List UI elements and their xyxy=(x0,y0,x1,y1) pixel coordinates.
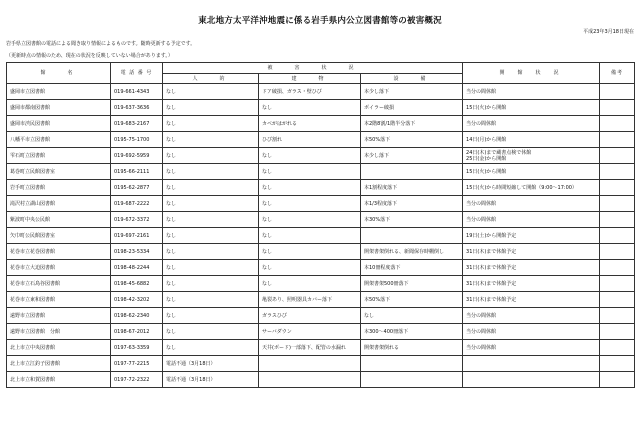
library-name: 花巻市立石鳥谷図書館 xyxy=(7,276,111,292)
human-damage: なし xyxy=(163,148,259,164)
opening-status: 当分の間休館 xyxy=(463,196,600,212)
phone-number: 0198-67-2012 xyxy=(111,324,163,340)
table-row xyxy=(7,132,635,148)
library-name: 遠野市立図書館 xyxy=(7,308,111,324)
building-damage: 亀裂あり、照明器具カバー落下 xyxy=(259,292,361,308)
library-name: 滝沢村立湖山図書館 xyxy=(7,196,111,212)
table-row xyxy=(7,164,635,180)
opening-status: 31日(木)まで休館予定 xyxy=(463,292,600,308)
library-name: 北上市立江釣子図書館 xyxy=(7,356,111,372)
table-row xyxy=(7,116,635,132)
phone-number: 019-683-2167 xyxy=(111,116,163,132)
phone-number: 019-692-5959 xyxy=(111,148,163,164)
equipment-damage xyxy=(361,164,463,180)
remarks xyxy=(600,228,635,244)
phone-number: 0197-77-2215 xyxy=(111,356,163,372)
human-damage: なし xyxy=(163,244,259,260)
library-name: 花巻市立花巻図書館 xyxy=(7,244,111,260)
remarks xyxy=(600,84,635,100)
equipment-damage: 開架書架倒れる xyxy=(361,340,463,356)
remarks xyxy=(600,148,635,164)
phone-number: 0197-63-3359 xyxy=(111,340,163,356)
library-name: 盛岡市渋民図書館 xyxy=(7,116,111,132)
phone-number: 0195-62-2877 xyxy=(111,180,163,196)
building-damage: カベがはがれる xyxy=(259,116,361,132)
building-damage: なし xyxy=(259,228,361,244)
phone-number: 019-672-3372 xyxy=(111,212,163,228)
library-name: 盛岡市立図書館 xyxy=(7,84,111,100)
opening-status: 当分の間休館 xyxy=(463,212,600,228)
opening-status: 当分の間休館 xyxy=(463,84,600,100)
header-building: 建 物 xyxy=(259,74,361,84)
table-row xyxy=(7,228,635,244)
equipment-damage: ボイラー破損 xyxy=(361,100,463,116)
library-name: 紫波町中央公民館 xyxy=(7,212,111,228)
equipment-damage: 開架書架倒れる、新聞保存時棚倒し xyxy=(361,244,463,260)
opening-status: 14日(月)から開館 xyxy=(463,132,600,148)
header-phone: 電 話 番 号 xyxy=(111,63,163,84)
page-title: 東北地方太平洋沖地震に係る岩手県内公立図書館等の被害概況 xyxy=(198,16,442,26)
human-damage: なし xyxy=(163,100,259,116)
remarks xyxy=(600,340,635,356)
remarks xyxy=(600,276,635,292)
remarks xyxy=(600,260,635,276)
human-damage: なし xyxy=(163,276,259,292)
human-damage: 電話不通（3月18日） xyxy=(163,356,259,372)
library-name: 盛岡市都南図書館 xyxy=(7,100,111,116)
library-name: 岩手町立図書館 xyxy=(7,180,111,196)
damage-table xyxy=(6,62,635,388)
equipment-damage: 本300～400冊落下 xyxy=(361,324,463,340)
table-row xyxy=(7,212,635,228)
opening-status: 24日(木)まで蔵書点検で休館 25日(金)から開館 xyxy=(463,148,600,164)
human-damage: なし xyxy=(163,260,259,276)
table-row xyxy=(7,100,635,116)
phone-number: 0198-48-2244 xyxy=(111,260,163,276)
opening-status xyxy=(463,372,600,388)
human-damage: なし xyxy=(163,308,259,324)
library-name: 葛巻町立民館図書室 xyxy=(7,164,111,180)
phone-number: 019-637-3636 xyxy=(111,100,163,116)
table-row xyxy=(7,148,635,164)
remarks xyxy=(600,244,635,260)
equipment-damage: 開架書架500冊落下 xyxy=(361,276,463,292)
remarks xyxy=(600,324,635,340)
table-row xyxy=(7,372,635,388)
human-damage: なし xyxy=(163,340,259,356)
phone-number: 0195-75-1700 xyxy=(111,132,163,148)
library-name: 北上市立和賀図書館 xyxy=(7,372,111,388)
header-remarks: 備考 xyxy=(600,63,635,84)
opening-status: 当分の間休館 xyxy=(463,116,600,132)
table-row xyxy=(7,244,635,260)
human-damage: なし xyxy=(163,228,259,244)
library-name: 八幡平市立図書館 xyxy=(7,132,111,148)
equipment-damage xyxy=(361,356,463,372)
equipment-damage: なし xyxy=(361,308,463,324)
building-damage: ひび割れ xyxy=(259,132,361,148)
remarks xyxy=(600,132,635,148)
opening-status: 15日(火)から開館 xyxy=(463,100,600,116)
phone-number: 0198-45-6882 xyxy=(111,276,163,292)
header-human: 人 的 xyxy=(163,74,259,84)
library-name: 遠野市立図書館 分館 xyxy=(7,324,111,340)
opening-status: 15日(火)から時間短縮して開館（9:00～17:00） xyxy=(463,180,600,196)
opening-status: 31日(木)まで休館予定 xyxy=(463,276,600,292)
phone-number: 0198-23-5334 xyxy=(111,244,163,260)
phone-number: 0198-42-3202 xyxy=(111,292,163,308)
opening-status: 19日(土)から開館予定 xyxy=(463,228,600,244)
remarks xyxy=(600,196,635,212)
phone-number: 019-687-2222 xyxy=(111,196,163,212)
human-damage: なし xyxy=(163,116,259,132)
remarks xyxy=(600,372,635,388)
equipment-damage: 本1/3程度落下 xyxy=(361,196,463,212)
phone-number: 019-697-2161 xyxy=(111,228,163,244)
header-damage: 被 害 状 況 xyxy=(163,63,463,74)
phone-number: 019-661-4343 xyxy=(111,84,163,100)
human-damage: なし xyxy=(163,324,259,340)
phone-number: 0198-62-2340 xyxy=(111,308,163,324)
table-row xyxy=(7,356,635,372)
equipment-damage: 本50%落下 xyxy=(361,132,463,148)
remarks xyxy=(600,356,635,372)
table-row xyxy=(7,340,635,356)
equipment-damage: 本30%落下 xyxy=(361,212,463,228)
note-source: 岩手県立図書館の電話による聞き取り情報によるものです。随時更新する予定です。 xyxy=(6,41,196,47)
building-damage: なし xyxy=(259,164,361,180)
equipment-damage: 本10冊程度落下 xyxy=(361,260,463,276)
phone-number: 0195-66-2111 xyxy=(111,164,163,180)
table-row xyxy=(7,308,635,324)
equipment-damage xyxy=(361,372,463,388)
as-of-date: 平成23年3月18日現在 xyxy=(583,29,634,35)
table-row xyxy=(7,84,635,100)
equipment-damage: 本少し落下 xyxy=(361,148,463,164)
table-row xyxy=(7,196,635,212)
remarks xyxy=(600,164,635,180)
table-row xyxy=(7,180,635,196)
table-row xyxy=(7,324,635,340)
human-damage: なし xyxy=(163,292,259,308)
library-name: 花巻市立大迫図書館 xyxy=(7,260,111,276)
header-equipment: 設 備 xyxy=(361,74,463,84)
header-status: 開 館 状 況 xyxy=(463,63,600,84)
opening-status xyxy=(463,356,600,372)
library-name: 矢巾町公民館図書室 xyxy=(7,228,111,244)
building-damage xyxy=(259,372,361,388)
human-damage: なし xyxy=(163,164,259,180)
building-damage xyxy=(259,356,361,372)
equipment-damage: 本1割程度落下 xyxy=(361,180,463,196)
equipment-damage: 本少し落下 xyxy=(361,84,463,100)
equipment-damage: 本50%落下 xyxy=(361,292,463,308)
building-damage: サーバダウン xyxy=(259,324,361,340)
remarks xyxy=(600,308,635,324)
note-disclaimer: （更新時点の情報のため、現在の状況を反映していない場合があります。） xyxy=(6,53,173,59)
building-damage: ドア破損、ガラス・壁ひび xyxy=(259,84,361,100)
equipment-damage: 本2階8割/1階半分落下 xyxy=(361,116,463,132)
library-name: 花巻市立東和図書館 xyxy=(7,292,111,308)
table-row xyxy=(7,292,635,308)
remarks xyxy=(600,212,635,228)
human-damage: なし xyxy=(163,84,259,100)
table-row xyxy=(7,260,635,276)
equipment-damage xyxy=(361,228,463,244)
header-name: 館 名 xyxy=(7,63,111,84)
human-damage: なし xyxy=(163,180,259,196)
building-damage: なし xyxy=(259,148,361,164)
library-name: 北上市立中央図書館 xyxy=(7,340,111,356)
human-damage: 電話不通（3月18日） xyxy=(163,372,259,388)
opening-status: 15日(火)から開館 xyxy=(463,164,600,180)
building-damage: なし xyxy=(259,260,361,276)
building-damage: なし xyxy=(259,212,361,228)
building-damage: ガラスひび xyxy=(259,308,361,324)
phone-number: 0197-72-2322 xyxy=(111,372,163,388)
opening-status: 31日(木)まで休館予定 xyxy=(463,260,600,276)
remarks xyxy=(600,292,635,308)
library-name: 雫石町立図書館 xyxy=(7,148,111,164)
opening-status: 当分の間休館 xyxy=(463,308,600,324)
opening-status: 当分の間休館 xyxy=(463,340,600,356)
remarks xyxy=(600,100,635,116)
building-damage: 天井(ボード)一部落下、配管の水漏れ xyxy=(259,340,361,356)
building-damage: なし xyxy=(259,180,361,196)
remarks xyxy=(600,116,635,132)
building-damage: なし xyxy=(259,100,361,116)
opening-status: 31日(木)まで休館予定 xyxy=(463,244,600,260)
human-damage: なし xyxy=(163,132,259,148)
building-damage: なし xyxy=(259,196,361,212)
building-damage: なし xyxy=(259,276,361,292)
table-row xyxy=(7,276,635,292)
human-damage: なし xyxy=(163,196,259,212)
building-damage: なし xyxy=(259,244,361,260)
opening-status: 当分の間休館 xyxy=(463,324,600,340)
human-damage: なし xyxy=(163,212,259,228)
remarks xyxy=(600,180,635,196)
